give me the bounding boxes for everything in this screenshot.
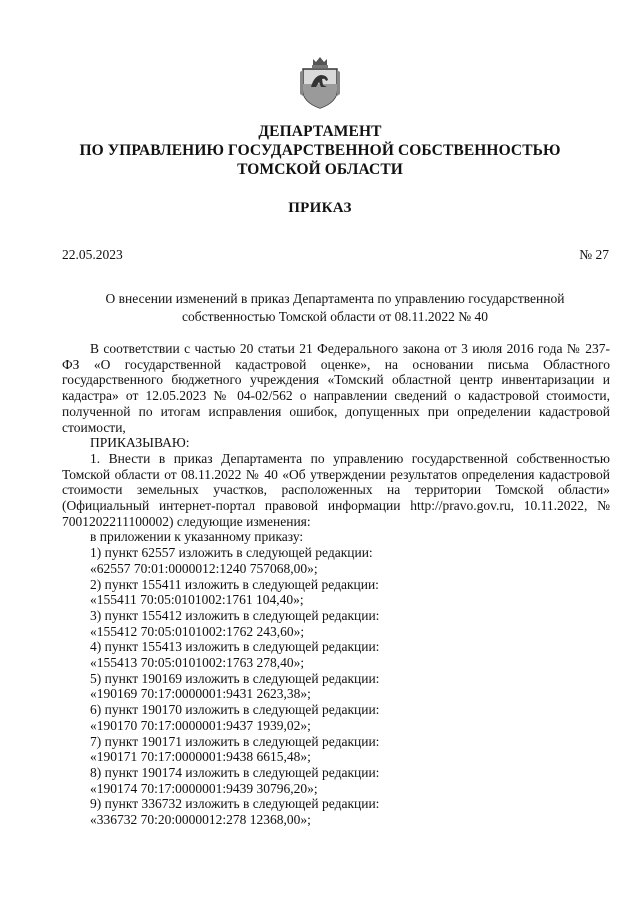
annex-line: в приложении к указанному приказу: [90, 529, 304, 545]
list-item-head: 2) пункт 155411 изложить в следующей редакции: [90, 576, 379, 592]
list-item-value: «336732 70:20:0000012:278 12368,00»; [90, 812, 311, 828]
header-line-2: ПО УПРАВЛЕНИЮ ГОСУДАРСТВЕННОЙ СОБСТВЕННОСТЬЮ [79, 142, 561, 159]
list-item-value: «62557 70:01:0000012:1240 757068,00»; [90, 560, 318, 576]
order-word: ПРИКАЗЫВАЮ: [90, 435, 190, 451]
header-line-1: ДЕПАРТАМЕНТ [258, 123, 382, 140]
department-header [0, 122, 640, 179]
list-item-head: 5) пункт 190169 изложить в следующей редакции: [90, 670, 380, 686]
document-number: № 27 [579, 247, 609, 262]
list-item-head: 9) пункт 336732 изложить в следующей редакции: [90, 796, 380, 812]
list-item-head: 1) пункт 62557 изложить в следующей редакции: [90, 545, 373, 561]
list-item-head: 4) пункт 155413 изложить в следующей редакции: [90, 639, 380, 655]
list-item-value: «190174 70:17:0000001:9439 30796,20»; [90, 780, 318, 796]
document-type: ПРИКАЗ [288, 200, 352, 216]
document-body [62, 341, 610, 828]
list-item-value: «190170 70:17:0000001:9437 1939,02»; [90, 717, 311, 733]
list-item-value: «155412 70:05:0101002:1762 243,60»; [90, 623, 305, 639]
coat-of-arms-icon [299, 56, 341, 110]
document-subject: О внесении изменений в приказ Департамента по управлению государственной собственностью Томской области от 08.11.2022 № 40 [105, 291, 565, 324]
list-item-head: 8) пункт 190174 изложить в следующей редакции: [90, 764, 380, 780]
list-item-head: 6) пункт 190170 изложить в следующей редакции: [90, 702, 380, 718]
list-item-value: «155413 70:05:0101002:1763 278,40»; [90, 655, 305, 671]
point-1-paragraph: 1. Внести в приказ Департамента по управлению государственной собственностью Томской области от 08.11.2022 № 40 «Об утверждении результатов определения кадастровой стоимости земельных участков, расположенных на территории Томской области» (Официальный интернет-портал правовой информации http://pravo.gov.ru, 10.11.2022, № 7001202211100002) следующие изменения: [62, 450, 610, 529]
list-item-value: «155411 70:05:0101002:1761 104,40»; [90, 592, 304, 608]
list-item-value: «190171 70:17:0000001:9438 6615,48»; [90, 749, 311, 765]
header-line-3: ТОМСКОЙ ОБЛАСТИ [237, 161, 403, 178]
list-item-head: 3) пункт 155412 изложить в следующей редакции: [90, 607, 380, 623]
list-item-head: 7) пункт 190171 изложить в следующей редакции: [90, 733, 380, 749]
list-item-value: «190169 70:17:0000001:9431 2623,38»; [90, 686, 311, 702]
preamble-paragraph: В соответствии с частью 20 статьи 21 Федерального закона от 3 июля 2016 года № 237-ФЗ «О государственной кадастровой оценке», на основании письма Областного государственного бюджетного учреждения «Томский областной центр инвентаризации и кадастра» от 12.05.2023 № 04-02/562 о направлении сведений о кадастровой стоимости, полученной по итогам исправления ошибок, допущенных при определении кадастровой стоимости, [62, 341, 610, 435]
document-date: 22.05.2023 [62, 247, 123, 262]
